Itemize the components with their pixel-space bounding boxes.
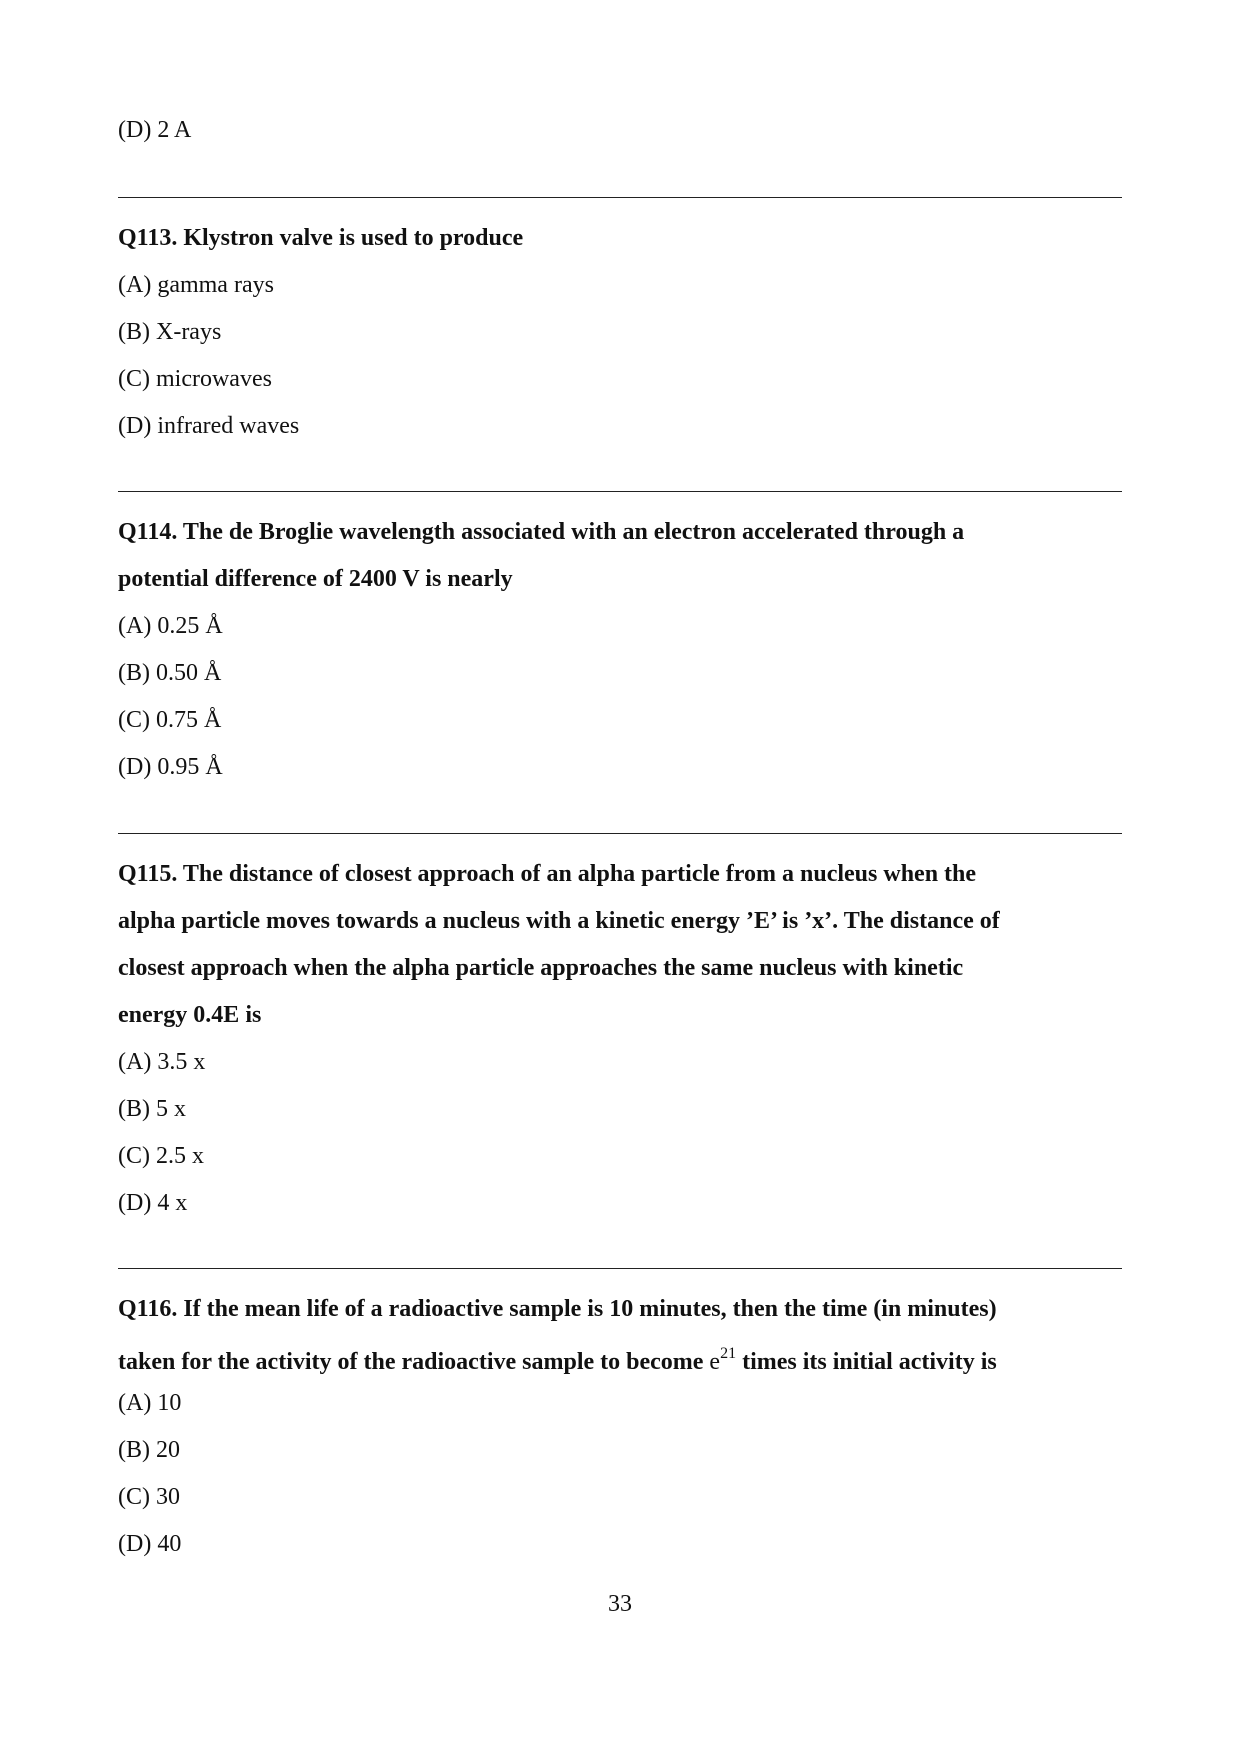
q115-prompt-line2: alpha particle moves towards a nucleus with a kinetic energy ’E’ is ’x’. The distance of [118,908,1000,934]
q114-option-c: (C) 0.75 Å [118,707,222,733]
q116-option-c: (C) 30 [118,1484,180,1510]
q116-exponent-expression [709,1345,737,1375]
q113-option-d: (D) infrared waves [118,413,300,439]
q115-prompt-line3: closest approach when the alpha particle approaches the same nucleus with kinetic [118,955,964,981]
q116-prompt-line2-before: taken for the activity of the radioactive sample to become [118,1349,710,1375]
prev-option-d: (D) 2 A [118,117,192,143]
divider [118,833,1122,834]
q114-option-a: (A) 0.25 Å [118,613,223,639]
q116-option-a: (A) 10 [118,1390,182,1416]
q115-prompt-line1: Q115. The distance of closest approach of an alpha particle from a nucleus when the [118,861,977,887]
page-number: 33 [608,1591,632,1617]
divider [118,491,1122,492]
divider [118,1268,1122,1269]
q115-option-c: (C) 2.5 x [118,1143,204,1169]
q113-option-c: (C) microwaves [118,366,272,392]
q113-option-a: (A) gamma rays [118,272,274,298]
q114-option-b: (B) 0.50 Å [118,660,222,686]
q116-prompt-line2 [118,1342,997,1376]
q114-prompt-line1: Q114. The de Broglie wavelength associated with an electron accelerated through a [118,519,965,545]
divider [118,197,1122,198]
q116-exponent-power: 21 [720,1345,737,1362]
q114-option-d: (D) 0.95 Å [118,754,223,780]
q116-option-d: (D) 40 [118,1531,182,1557]
q116-option-b: (B) 20 [118,1437,180,1463]
q115-prompt-line4: energy 0.4E is [118,1002,262,1028]
q115-option-d: (D) 4 x [118,1190,188,1216]
q115-option-b: (B) 5 x [118,1096,186,1122]
q114-prompt-line2: potential difference of 2400 V is nearly [118,566,513,592]
q116-prompt-line2-after: times its initial activity is [736,1349,997,1375]
q113-option-b: (B) X-rays [118,319,222,345]
q115-option-a: (A) 3.5 x [118,1049,206,1075]
q113-prompt: Q113. Klystron valve is used to produce [118,225,524,251]
q116-prompt-line1: Q116. If the mean life of a radioactive sample is 10 minutes, then the time (in minutes) [118,1296,997,1322]
q116-exponent-base: e [709,1349,721,1375]
